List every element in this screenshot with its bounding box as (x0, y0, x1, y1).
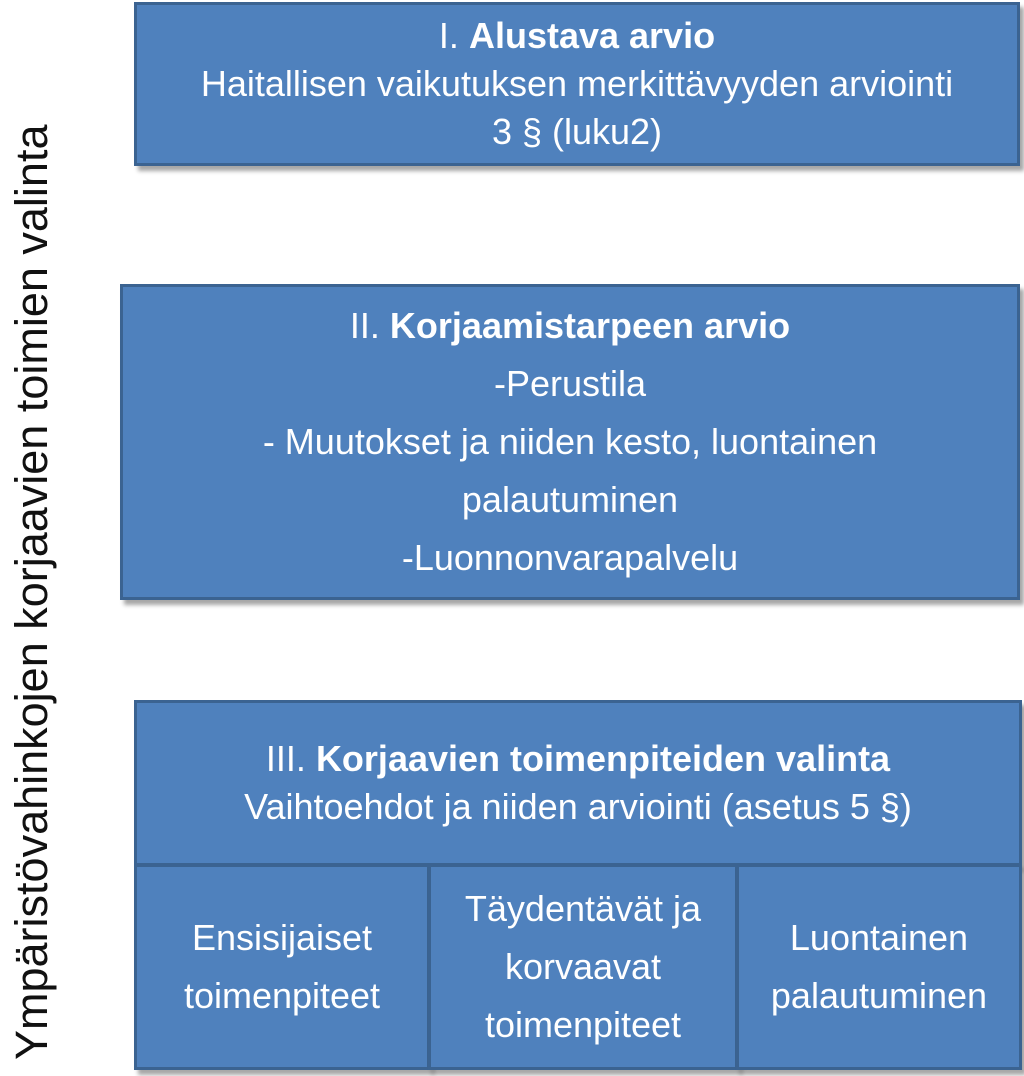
step-3-heading (137, 735, 1019, 783)
step-1-line-2: 3 § (luku2) (491, 111, 663, 152)
step-1-line-1: Haitallisen vaikutuksen merkittävyyden arviointi (200, 63, 954, 104)
option-2-line-3: toimenpiteet (484, 1004, 682, 1045)
step-1-heading (137, 12, 1017, 60)
step-2-line-4: -Luonnonvarapalvelu (401, 537, 739, 578)
step-1-title: Alustava arvio (468, 15, 716, 56)
step-2-roman: II. (349, 305, 380, 346)
option-3-line-1: Luontainen (789, 917, 969, 958)
side-axis-label: Ympäristövahinkojen korjaavien toimien valinta (6, 124, 57, 1060)
option-primary-measures (134, 864, 430, 1070)
step-2-line-1: -Perustila (493, 363, 647, 404)
step-3-box (134, 700, 1022, 866)
option-complementary-compensatory-measures (428, 864, 738, 1070)
step-2-box (120, 284, 1020, 600)
step-3-title: Korjaavien toimenpiteiden valinta (315, 738, 891, 779)
option-3-line-2: palautuminen (770, 975, 988, 1016)
option-2-line-1: Täydentävät ja (464, 888, 702, 929)
option-1-line-1: Ensisijaiset (191, 917, 373, 958)
step-1-roman: I. (438, 15, 459, 56)
step-2-heading (123, 297, 1017, 355)
step-3-roman: III. (265, 738, 306, 779)
step-3-line-1: Vaihtoehdot ja niiden arviointi (asetus 5 §) (244, 786, 912, 827)
option-1-line-2: toimenpiteet (183, 975, 381, 1016)
step-1-box (134, 2, 1020, 166)
option-2-line-2: korvaavat (504, 946, 662, 987)
step-2-line-2: - Muutokset ja niiden kesto, luontainen (262, 421, 878, 462)
step-2-title: Korjaamistarpeen arvio (389, 305, 791, 346)
step-2-line-3: palautuminen (461, 479, 679, 520)
option-natural-recovery (736, 864, 1022, 1070)
